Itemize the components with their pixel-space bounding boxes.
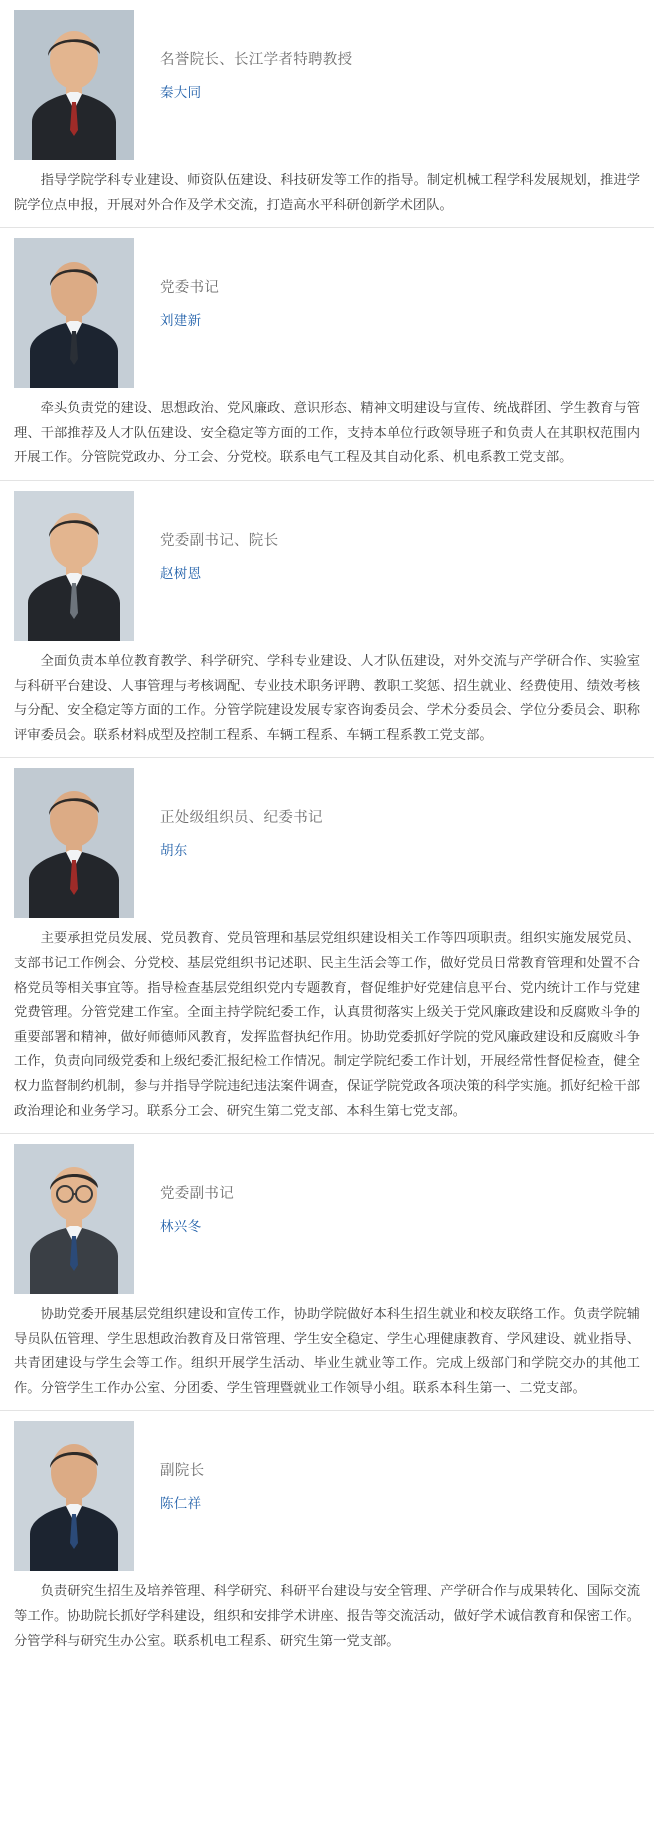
person-name[interactable]: 赵树恩: [160, 565, 202, 581]
list-item: [0, 1411, 654, 1663]
person-name[interactable]: 陈仁祥: [160, 1496, 202, 1512]
person-title: 副院长: [160, 1463, 205, 1480]
person-meta: [134, 238, 219, 331]
person-title: 党委副书记、院长: [160, 532, 279, 549]
person-meta: [134, 768, 323, 861]
person-description: 主要承担党员发展、党员教育、党员管理和基层党组织建设相关工作等四项职责。组织实施发展党员、支部书记工作例会、分党校、基层党组织书记述职、民主生活会等工作，做好党员日常教育管理和处置不合格党员等相关事宜等。指导检查基层党组织党内专题教育，督促维护好党建信息平台、党内统计工作与党建党费管理。分管党建工作室。全面主持学院纪委工作，认真贯彻落实上级关于党风廉政建设和反腐败斗争的重要部署和精神，做好师德师风教育，发挥监督执纪作用。协助党委抓好学院的党风廉政建设和反腐败斗争工作，负责向同级党委和上级纪委汇报纪检工作情况。制定学院纪委工作计划，开展经常性督促检查，健全权力监督制约机制，参与并指导学院违纪违法案件调查，保证学院党政各项决策的科学实施。抓好纪检干部政治理论和业务学习。联系分工会、研究生第二党支部、本科生第七党支部。: [14, 930, 640, 1118]
list-item: [0, 758, 654, 1134]
portrait-photo: [14, 238, 134, 388]
person-header: [0, 0, 654, 166]
person-meta: [134, 10, 352, 103]
list-item: [0, 481, 654, 758]
person-header: [0, 481, 654, 647]
person-name[interactable]: 秦大同: [160, 84, 202, 100]
portrait-photo: [14, 10, 134, 160]
person-header: [0, 758, 654, 924]
person-header: [0, 228, 654, 394]
person-description: 协助党委开展基层党组织建设和宣传工作，协助学院做好本科生招生就业和校友联络工作。负责学院辅导员队伍管理、学生思想政治教育及日常管理、学生安全稳定、学生心理健康教育、学风建设、就业指导、共青团建设与学生会等工作。组织开展学生活动、毕业生就业等工作。完成上级部门和学院交办的其他工作。分管学生工作办公室、分团委、学生管理暨就业工作领导小组。联系本科生第一、二党支部。: [14, 1306, 640, 1395]
list-item: [0, 0, 654, 228]
list-item: [0, 228, 654, 481]
portrait-photo: [14, 1421, 134, 1571]
person-title: 名誉院长、长江学者特聘教授: [160, 52, 353, 68]
person-name[interactable]: 刘建新: [160, 312, 202, 328]
person-name[interactable]: 林兴冬: [160, 1218, 202, 1234]
person-meta: [134, 491, 278, 584]
person-header: [0, 1411, 654, 1577]
person-meta: [134, 1144, 234, 1237]
person-description: 全面负责本单位教育教学、科学研究、学科专业建设、人才队伍建设，对外交流与产学研合作、实验室与科研平台建设、人事管理与考核调配、专业技术职务评聘、教职工奖惩、招生就业、经费使用、绩效考核与分配、安全稳定等方面的工作。分管学院建设发展专家咨询委员会、学术分委员会、学位分委员会、职称评审委员会。联系材料成型及控制工程系、车辆工程系、车辆工程系教工党支部。: [14, 652, 640, 742]
person-title: 党委副书记: [160, 1186, 234, 1203]
portrait-photo: [14, 1144, 134, 1294]
person-title: 党委书记: [160, 280, 220, 297]
person-description: 牵头负责党的建设、思想政治、党风廉政、意识形态、精神文明建设与宣传、统战群团、学生教育与管理、干部推荐及人才队伍建设、安全稳定等方面的工作，支持本单位行政领导班子和负责人在其职权范围内开展工作。分管院党政办、分工会、分党校。联系电气工程及其自动化系、机电系教工党支部。: [14, 400, 640, 465]
person-header: [0, 1134, 654, 1300]
list-item: [0, 1134, 654, 1411]
person-meta: [134, 1421, 204, 1514]
portrait-photo: [14, 491, 134, 641]
person-name[interactable]: 胡东: [160, 843, 188, 859]
portrait-photo: [14, 768, 134, 918]
person-description: 指导学院学科专业建设、师资队伍建设、科技研发等工作的指导。制定机械工程学科发展规划，推进学院学位点申报，开展对外合作及学术交流，打造高水平科研创新学术团队。: [14, 172, 640, 212]
person-description: 负责研究生招生及培养管理、科学研究、科研平台建设与安全管理、产学研合作与成果转化、国际交流等工作。协助院长抓好学科建设，组织和安排学术讲座、报告等交流活动，做好学术诚信教育和保密工作。分管学科与研究生办公室。联系机电工程系、研究生第一党支部。: [14, 1583, 640, 1648]
person-title: 正处级组织员、纪委书记: [160, 810, 323, 827]
